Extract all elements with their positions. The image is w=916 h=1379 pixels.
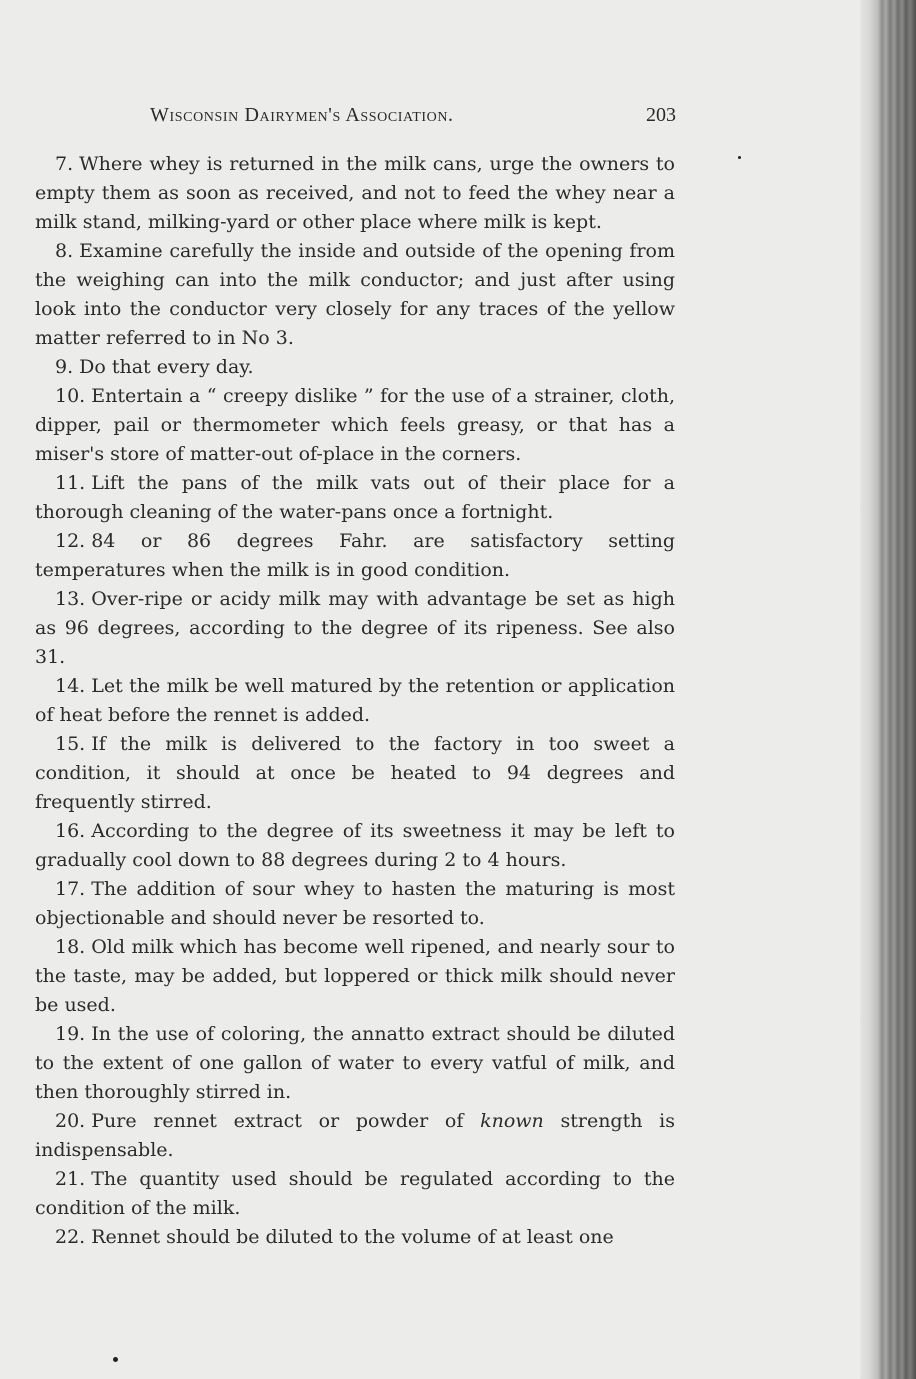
paragraph-number: 12. [55, 530, 86, 552]
paragraph-20 [35, 1107, 675, 1165]
emphasis-text: known [480, 1110, 544, 1132]
paragraph-13 [35, 585, 675, 672]
paragraph-text: If the milk is delivered to the factory in too sweet a condition, it should at once be heated to 94 degrees and frequently stirred. [35, 733, 675, 813]
paragraph-text-after: strength is indispensable. [35, 1110, 675, 1161]
paragraph-number: 17. [55, 878, 86, 900]
paragraph-number: 10. [55, 385, 86, 407]
paragraph-16 [35, 817, 675, 875]
paragraph-text: Old milk which has become well ripened, and nearly sour to the taste, may be added, but loppered or thick milk should never be used. [35, 936, 675, 1016]
paragraph-text: Rennet should be diluted to the volume of at least one [91, 1226, 614, 1248]
paragraph-number: 15. [55, 733, 86, 755]
paragraph-22 [35, 1223, 675, 1252]
paragraph-number: 7. [55, 153, 74, 175]
paragraph-text: The quantity used should be regulated according to the condition of the milk. [35, 1168, 675, 1219]
paragraph-21 [35, 1165, 675, 1223]
paragraph-text: 84 or 86 degrees Fahr. are satisfactory setting temperatures when the milk is in good condition. [35, 530, 675, 581]
paragraph-11 [35, 469, 675, 527]
paragraph-7 [35, 150, 675, 237]
ink-speck [738, 156, 741, 159]
paragraph-number: 14. [55, 675, 86, 697]
paragraph-number: 22. [55, 1226, 86, 1248]
paragraph-text: Entertain a “ creepy dislike ” for the use of a strainer, cloth, dipper, pail or thermometer which feels greasy, or that has a miser's store of matter-out of-place in the corners. [35, 385, 675, 465]
paragraph-text: Let the milk be well matured by the retention or application of heat before the rennet is added. [35, 675, 675, 726]
paragraph-12 [35, 527, 675, 585]
paragraph-number: 20. [55, 1110, 86, 1132]
paragraph-text: In the use of coloring, the annatto extract should be diluted to the extent of one gallon of water to every vatful of milk, and then thoroughly stirred in. [35, 1023, 675, 1103]
page-number: 203 [646, 104, 676, 126]
paragraph-number: 19. [55, 1023, 86, 1045]
paragraph-text: Lift the pans of the milk vats out of their place for a thorough cleaning of the water-pans once a fortnight. [35, 472, 675, 523]
paragraph-19 [35, 1020, 675, 1107]
paragraph-17 [35, 875, 675, 933]
paragraph-number: 18. [55, 936, 86, 958]
ink-speck [113, 1357, 118, 1362]
paragraph-number: 21. [55, 1168, 86, 1190]
paragraph-text: Do that every day. [79, 356, 254, 378]
paragraph-14 [35, 672, 675, 730]
paragraph-number: 8. [55, 240, 74, 262]
paragraph-10 [35, 382, 675, 469]
paragraph-text: Over-ripe or acidy milk may with advantage be set as high as 96 degrees, according to the degree of its ripeness. See also 31. [35, 588, 675, 668]
body-text [35, 150, 675, 1252]
paragraph-text: According to the degree of its sweetness it may be left to gradually cool down to 88 degrees during 2 to 4 hours. [35, 820, 675, 871]
paragraph-number: 9. [55, 356, 74, 378]
paragraph-number: 11. [55, 472, 86, 494]
paragraph-text: Where whey is returned in the milk cans, urge the owners to empty them as soon as received, and not to feed the whey near a milk stand, milking-yard or other place where milk is kept. [35, 153, 675, 233]
running-header [150, 104, 676, 130]
paragraph-9 [35, 353, 675, 382]
paragraph-8 [35, 237, 675, 353]
running-title: Wisconsin Dairymen's Association. [150, 104, 454, 126]
paragraph-number: 16. [55, 820, 86, 842]
paragraph-15 [35, 730, 675, 817]
paragraph-18 [35, 933, 675, 1020]
paragraph-number: 13. [55, 588, 86, 610]
paragraph-text-before: Pure rennet extract or powder of [91, 1110, 481, 1132]
page-edge-shadow [860, 0, 916, 1379]
paragraph-text: Examine carefully the inside and outside of the opening from the weighing can into the milk conductor; and just after using look into the conductor very closely for any traces of the yellow matter referred to in No 3. [35, 240, 675, 349]
paragraph-text: The addition of sour whey to hasten the maturing is most objectionable and should never be resorted to. [35, 878, 675, 929]
